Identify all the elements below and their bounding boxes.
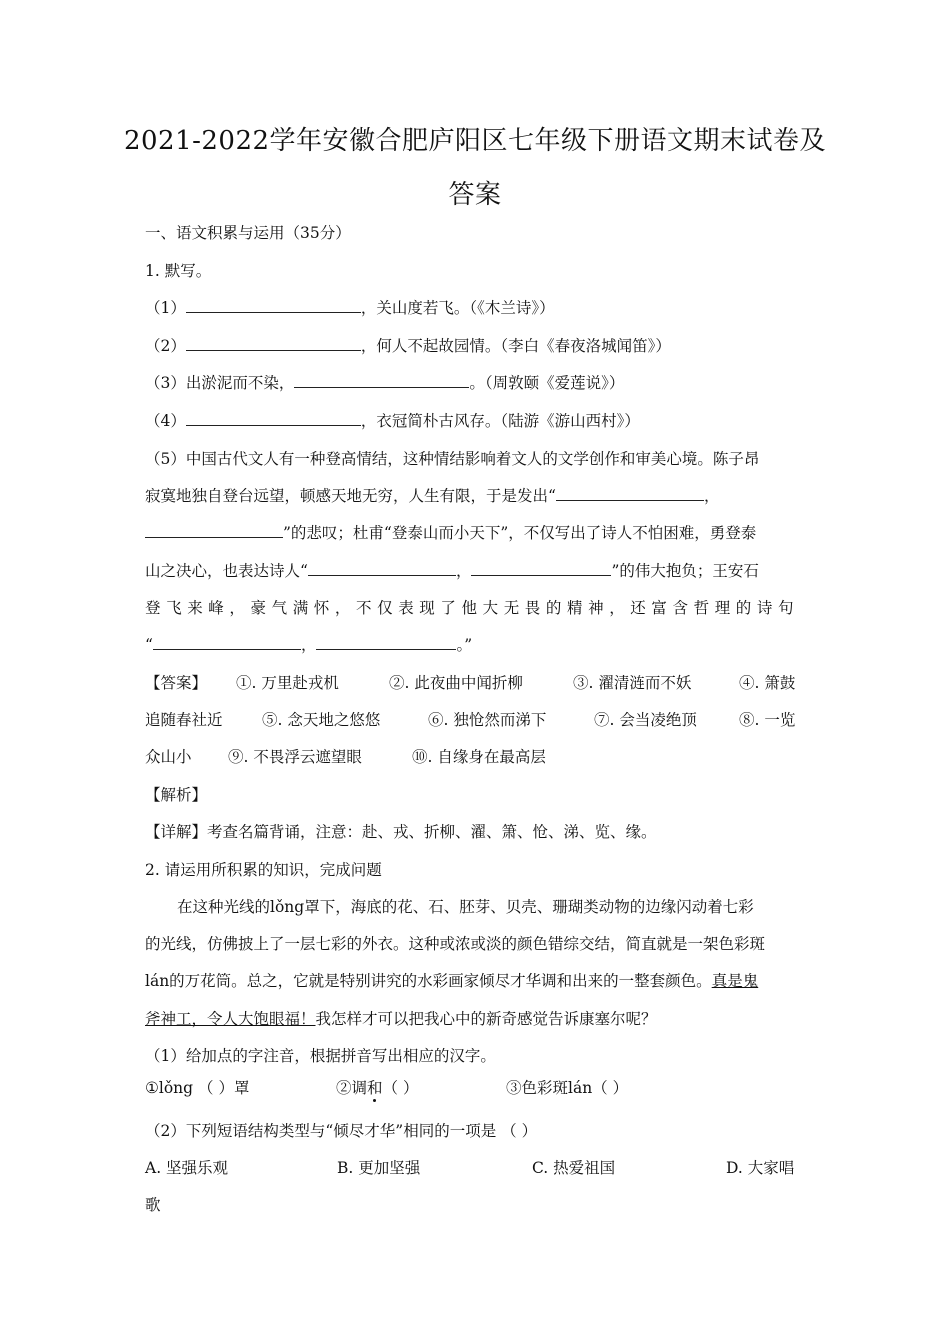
item-text: ，关山度若飞。（《木兰诗》） [360, 299, 555, 317]
fill-blank[interactable] [186, 298, 361, 313]
fill-blank[interactable] [153, 635, 301, 650]
pinyin-item-1: ①lǒng （ ）罩 [145, 1079, 250, 1097]
underlined-text: 真是鬼 [711, 972, 759, 990]
fill-blank[interactable] [556, 486, 704, 501]
q1-item-5-line-3 [145, 522, 810, 544]
pinyin-item-3: ③色彩斑lán（ ） [506, 1079, 629, 1097]
pinyin-text: ②调 [336, 1079, 368, 1097]
choice-b[interactable]: B. 更加坚强 [337, 1159, 421, 1177]
answer-1: ①. 万里赴戎机 [236, 674, 339, 692]
fill-blank[interactable] [316, 635, 456, 650]
item-text: 。（周敦颐《爱莲说》） [469, 374, 625, 392]
q1-item-1 [145, 297, 810, 319]
passage-line-3 [145, 970, 810, 992]
choice-c[interactable]: C. 热爱祖国 [532, 1159, 616, 1177]
pinyin-item-2 [336, 1077, 418, 1099]
q1-item-5-line-2 [145, 485, 810, 507]
answer-8: ⑧. 一览 [739, 711, 796, 729]
fill-blank[interactable] [471, 561, 611, 576]
item-number: （4） [145, 412, 186, 430]
answer-4-cont: 追随春社近 [145, 711, 223, 729]
answer-3: ③. 濯清涟而不妖 [573, 674, 692, 692]
dotted-character: 和 [367, 1079, 383, 1097]
item-number: （3）出淤泥而不染， [145, 374, 295, 392]
q1-item-2 [145, 335, 810, 357]
passage-text: 我怎样才可以把我心中的新奇感觉告诉康塞尔呢？ [315, 1010, 657, 1028]
passage-text: 山之决心，也表达诗人“ [145, 562, 308, 580]
q1-item-5-line-1: （5）中国古代文人有一种登高情结，这种情结影响着文人的文学创作和审美心境。陈子昂 [145, 450, 760, 468]
answer-label: 【答案】 [145, 674, 208, 692]
passage-line-4 [145, 1008, 810, 1030]
item-text: ，衣冠简朴古风存。（陆游《游山西村》） [360, 412, 640, 430]
answer-7: ⑦. 会当凌绝顶 [594, 711, 697, 729]
analysis-label: 【解析】 [145, 786, 208, 804]
question-2-heading: 2. 请运用所积累的知识，完成问题 [145, 861, 382, 879]
item-text: ，何人不起故园情。（李白《春夜洛城闻笛》） [360, 337, 671, 355]
answer-8-cont: 众山小 [145, 748, 192, 766]
fill-blank[interactable] [294, 373, 469, 388]
document-title [100, 114, 850, 222]
fill-blank[interactable] [308, 561, 456, 576]
passage-text: ”的伟大抱负；王安石 [611, 562, 759, 580]
answer-paren: （ ） [382, 1079, 419, 1097]
choice-a[interactable]: A. 坚强乐观 [145, 1159, 229, 1177]
fill-blank[interactable] [145, 523, 283, 538]
passage-line-2: 的光线，仿佛披上了一层七彩的外衣。这种或浓或淡的颜色错综交结，简直就是一架色彩斑 [145, 935, 766, 953]
item-number: （1） [145, 299, 186, 317]
sub-question-2: （2）下列短语结构类型与“倾尽才华”相同的一项是 （ ） [145, 1122, 538, 1140]
title-line-1: 2021-2022学年安徽合肥庐阳区七年级下册语文期末试卷及 [123, 126, 827, 156]
fill-blank[interactable] [186, 336, 361, 351]
answer-10: ⑩. 自缘身在最高层 [412, 748, 546, 766]
q1-item-5-line-6 [145, 634, 810, 656]
passage-text: ”的悲叹；杜甫“登泰山而小天下”，不仅写出了诗人不怕困难，勇登泰 [283, 524, 757, 542]
sub-question-1: （1）给加点的字注音，根据拼音写出相应的汉字。 [145, 1047, 496, 1065]
answer-5: ⑤. 念天地之悠悠 [262, 711, 381, 729]
passage-text: “ [145, 636, 153, 654]
passage-line-1: 在这种光线的lǒng罩下，海底的花、石、胚芽、贝壳、珊瑚类动物的边缘闪动着七彩 [177, 898, 754, 916]
q1-item-5-line-5: 登飞来峰，豪气满怀，不仅表现了他大无畏的精神，还富含哲理的诗句 [145, 599, 800, 617]
answer-4: ④. 箫鼓 [739, 674, 796, 692]
passage-text: ， [455, 562, 472, 580]
passage-text: 寂寞地独自登台远望，顿感天地无穷，人生有限，于是发出“ [145, 487, 556, 505]
q1-item-4 [145, 410, 810, 432]
q1-item-5-line-4 [145, 560, 810, 582]
passage-text: ， [703, 487, 720, 505]
item-number: （2） [145, 337, 186, 355]
title-line-2: 答案 [448, 180, 502, 210]
answer-2: ②. 此夜曲中闻折柳 [389, 674, 523, 692]
section-heading: 一、语文积累与运用（35分） [145, 224, 351, 242]
choice-d-cont: 歌 [145, 1196, 161, 1214]
passage-text: ， [300, 636, 317, 654]
passage-text: lán的万花筒。总之，它就是特别讲究的水彩画家倾尽才华调和出来的一整套颜色。 [145, 972, 712, 990]
answer-9: ⑨. 不畏浮云遮望眼 [228, 748, 362, 766]
passage-text: 。” [456, 636, 473, 654]
fill-blank[interactable] [186, 411, 361, 426]
answer-6: ⑥. 独怆然而涕下 [428, 711, 547, 729]
detail-explanation: 【详解】考查名篇背诵，注意：赴、戎、折柳、濯、箫、怆、涕、览、缘。 [145, 823, 657, 841]
question-1-heading: 1. 默写。 [145, 262, 212, 280]
underlined-text: 斧神工，令人大饱眼福！ [145, 1010, 316, 1028]
choice-d[interactable]: D. 大家唱 [726, 1159, 795, 1177]
q1-item-3 [145, 372, 810, 394]
